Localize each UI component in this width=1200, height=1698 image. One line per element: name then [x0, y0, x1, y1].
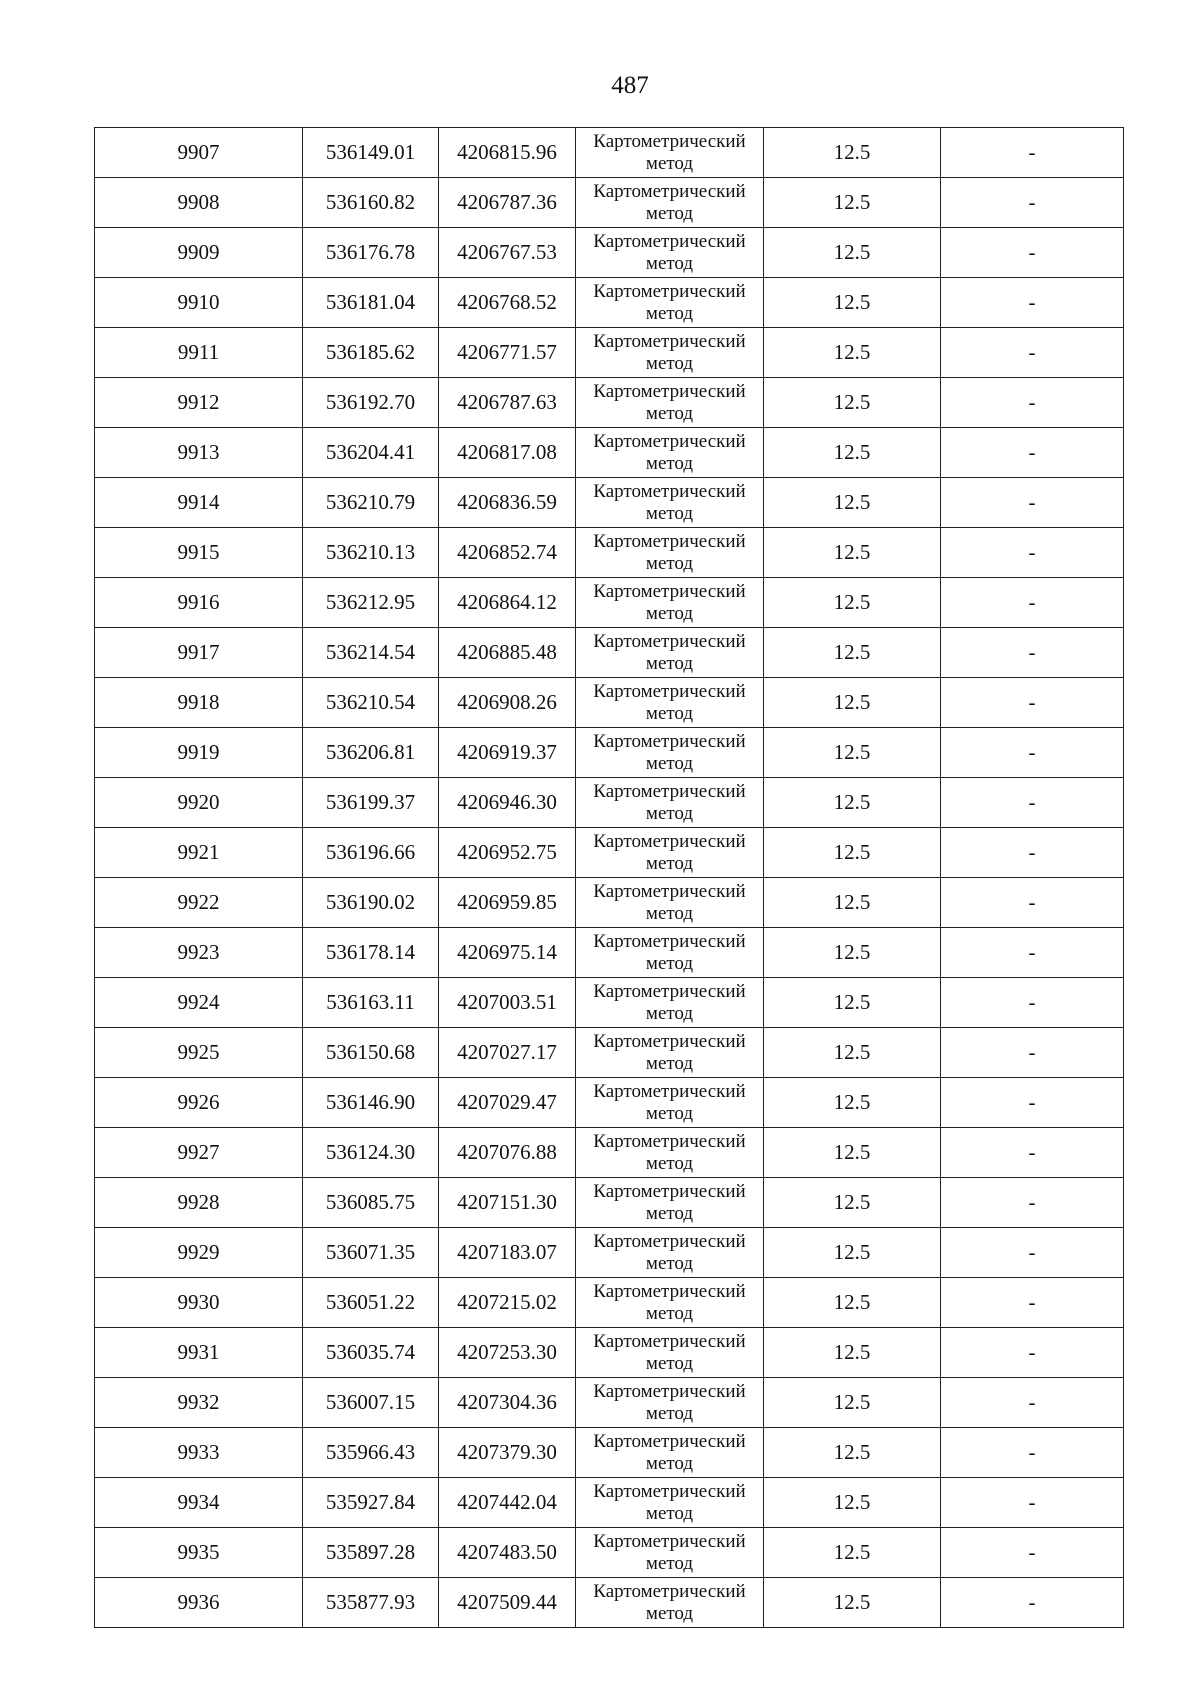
x-coordinate-cell: 536035.74 — [303, 1328, 439, 1378]
table-row — [95, 1478, 1124, 1528]
point-id-cell: 9919 — [95, 728, 303, 778]
accuracy-cell: 12.5 — [764, 328, 941, 378]
note-cell: - — [941, 978, 1124, 1028]
note-cell: - — [941, 328, 1124, 378]
y-coordinate-cell: 4206815.96 — [439, 128, 576, 178]
table-row — [95, 778, 1124, 828]
point-id-cell: 9923 — [95, 928, 303, 978]
y-coordinate-cell: 4206946.30 — [439, 778, 576, 828]
method-line1: Картометрический — [593, 930, 746, 952]
table-row — [95, 1578, 1124, 1628]
accuracy-cell: 12.5 — [764, 578, 941, 628]
method-line2: метод — [645, 302, 694, 324]
table-row — [95, 1528, 1124, 1578]
method-cell — [576, 1528, 764, 1578]
x-coordinate-cell: 536178.14 — [303, 928, 439, 978]
x-coordinate-cell: 536146.90 — [303, 1078, 439, 1128]
point-id-cell: 9924 — [95, 978, 303, 1028]
method-line2: метод — [645, 552, 694, 574]
x-coordinate-cell: 536176.78 — [303, 228, 439, 278]
method-cell — [576, 328, 764, 378]
accuracy-cell: 12.5 — [764, 878, 941, 928]
method-line1: Картометрический — [593, 1280, 746, 1302]
method-cell — [576, 928, 764, 978]
accuracy-cell: 12.5 — [764, 178, 941, 228]
x-coordinate-cell: 536214.54 — [303, 628, 439, 678]
y-coordinate-cell: 4207183.07 — [439, 1228, 576, 1278]
accuracy-cell: 12.5 — [764, 1378, 941, 1428]
accuracy-cell: 12.5 — [764, 1128, 941, 1178]
method-cell — [576, 1478, 764, 1528]
method-line1: Картометрический — [593, 580, 746, 602]
method-cell — [576, 478, 764, 528]
table-row — [95, 328, 1124, 378]
y-coordinate-cell: 4206864.12 — [439, 578, 576, 628]
note-cell: - — [941, 828, 1124, 878]
y-coordinate-cell: 4206836.59 — [439, 478, 576, 528]
x-coordinate-cell: 536210.13 — [303, 528, 439, 578]
method-cell — [576, 1428, 764, 1478]
y-coordinate-cell: 4206787.63 — [439, 378, 576, 428]
method-line2: метод — [645, 1502, 694, 1524]
note-cell: - — [941, 1378, 1124, 1428]
note-cell: - — [941, 628, 1124, 678]
method-line1: Картометрический — [593, 530, 746, 552]
method-line2: метод — [645, 1202, 694, 1224]
note-cell: - — [941, 1078, 1124, 1128]
method-line1: Картометрический — [593, 180, 746, 202]
table-body — [95, 128, 1124, 1628]
method-line2: метод — [645, 452, 694, 474]
point-id-cell: 9926 — [95, 1078, 303, 1128]
y-coordinate-cell: 4207076.88 — [439, 1128, 576, 1178]
table-row — [95, 1128, 1124, 1178]
method-line1: Картометрический — [593, 1030, 746, 1052]
table-row — [95, 928, 1124, 978]
note-cell: - — [941, 178, 1124, 228]
method-cell — [576, 678, 764, 728]
point-id-cell: 9912 — [95, 378, 303, 428]
y-coordinate-cell: 4207215.02 — [439, 1278, 576, 1328]
x-coordinate-cell: 536160.82 — [303, 178, 439, 228]
method-cell — [576, 228, 764, 278]
point-id-cell: 9928 — [95, 1178, 303, 1228]
x-coordinate-cell: 536206.81 — [303, 728, 439, 778]
method-line2: метод — [645, 502, 694, 524]
note-cell: - — [941, 1578, 1124, 1628]
note-cell: - — [941, 378, 1124, 428]
table-row — [95, 1278, 1124, 1328]
x-coordinate-cell: 536204.41 — [303, 428, 439, 478]
x-coordinate-cell: 536185.62 — [303, 328, 439, 378]
note-cell: - — [941, 678, 1124, 728]
accuracy-cell: 12.5 — [764, 1178, 941, 1228]
method-cell — [576, 278, 764, 328]
accuracy-cell: 12.5 — [764, 678, 941, 728]
point-id-cell: 9922 — [95, 878, 303, 928]
x-coordinate-cell: 536149.01 — [303, 128, 439, 178]
y-coordinate-cell: 4206952.75 — [439, 828, 576, 878]
method-line2: метод — [645, 1002, 694, 1024]
table-row — [95, 1328, 1124, 1378]
method-line2: метод — [645, 1052, 694, 1074]
page-number: 487 — [611, 72, 649, 99]
method-cell — [576, 528, 764, 578]
x-coordinate-cell: 536071.35 — [303, 1228, 439, 1278]
method-cell — [576, 128, 764, 178]
method-line1: Картометрический — [593, 130, 746, 152]
method-cell — [576, 1278, 764, 1328]
x-coordinate-cell: 536196.66 — [303, 828, 439, 878]
y-coordinate-cell: 4206852.74 — [439, 528, 576, 578]
x-coordinate-cell: 535897.28 — [303, 1528, 439, 1578]
method-line2: метод — [645, 802, 694, 824]
point-id-cell: 9925 — [95, 1028, 303, 1078]
accuracy-cell: 12.5 — [764, 228, 941, 278]
method-line1: Картометрический — [593, 230, 746, 252]
method-line1: Картометрический — [593, 380, 746, 402]
method-line2: метод — [645, 1252, 694, 1274]
method-cell — [576, 428, 764, 478]
table-row — [95, 828, 1124, 878]
note-cell: - — [941, 728, 1124, 778]
note-cell: - — [941, 578, 1124, 628]
method-line2: метод — [645, 852, 694, 874]
table-row — [95, 128, 1124, 178]
method-line2: метод — [645, 952, 694, 974]
accuracy-cell: 12.5 — [764, 1028, 941, 1078]
method-cell — [576, 1578, 764, 1628]
method-cell — [576, 1378, 764, 1428]
method-cell — [576, 1228, 764, 1278]
accuracy-cell: 12.5 — [764, 528, 941, 578]
note-cell: - — [941, 428, 1124, 478]
method-line1: Картометрический — [593, 330, 746, 352]
table-row — [95, 528, 1124, 578]
note-cell: - — [941, 1128, 1124, 1178]
table-row — [95, 728, 1124, 778]
method-line1: Картометрический — [593, 880, 746, 902]
y-coordinate-cell: 4206975.14 — [439, 928, 576, 978]
method-line1: Картометрический — [593, 1180, 746, 1202]
method-line2: метод — [645, 1552, 694, 1574]
y-coordinate-cell: 4206908.26 — [439, 678, 576, 728]
method-line2: метод — [645, 252, 694, 274]
method-line2: метод — [645, 1402, 694, 1424]
point-id-cell: 9930 — [95, 1278, 303, 1328]
note-cell: - — [941, 1228, 1124, 1278]
method-line1: Картометрический — [593, 1580, 746, 1602]
point-id-cell: 9913 — [95, 428, 303, 478]
method-line1: Картометрический — [593, 1380, 746, 1402]
y-coordinate-cell: 4207029.47 — [439, 1078, 576, 1128]
y-coordinate-cell: 4206771.57 — [439, 328, 576, 378]
method-line1: Картометрический — [593, 1430, 746, 1452]
x-coordinate-cell: 536150.68 — [303, 1028, 439, 1078]
method-cell — [576, 978, 764, 1028]
accuracy-cell: 12.5 — [764, 1278, 941, 1328]
note-cell: - — [941, 128, 1124, 178]
accuracy-cell: 12.5 — [764, 128, 941, 178]
point-id-cell: 9911 — [95, 328, 303, 378]
point-id-cell: 9933 — [95, 1428, 303, 1478]
method-cell — [576, 628, 764, 678]
method-cell — [576, 578, 764, 628]
y-coordinate-cell: 4207151.30 — [439, 1178, 576, 1228]
method-cell — [576, 1178, 764, 1228]
x-coordinate-cell: 536190.02 — [303, 878, 439, 928]
method-line1: Картометрический — [593, 1230, 746, 1252]
method-cell — [576, 828, 764, 878]
y-coordinate-cell: 4206767.53 — [439, 228, 576, 278]
point-id-cell: 9909 — [95, 228, 303, 278]
y-coordinate-cell: 4206959.85 — [439, 878, 576, 928]
method-line2: метод — [645, 752, 694, 774]
accuracy-cell: 12.5 — [764, 1328, 941, 1378]
method-cell — [576, 878, 764, 928]
point-id-cell: 9929 — [95, 1228, 303, 1278]
note-cell: - — [941, 928, 1124, 978]
method-line1: Картометрический — [593, 1330, 746, 1352]
accuracy-cell: 12.5 — [764, 428, 941, 478]
y-coordinate-cell: 4207003.51 — [439, 978, 576, 1028]
method-line2: метод — [645, 1602, 694, 1624]
x-coordinate-cell: 535966.43 — [303, 1428, 439, 1478]
accuracy-cell: 12.5 — [764, 928, 941, 978]
table-row — [95, 1428, 1124, 1478]
method-cell — [576, 178, 764, 228]
table-row — [95, 878, 1124, 928]
table-row — [95, 378, 1124, 428]
table-row — [95, 428, 1124, 478]
y-coordinate-cell: 4206817.08 — [439, 428, 576, 478]
method-line2: метод — [645, 352, 694, 374]
method-line2: метод — [645, 202, 694, 224]
point-id-cell: 9908 — [95, 178, 303, 228]
note-cell: - — [941, 1478, 1124, 1528]
point-id-cell: 9916 — [95, 578, 303, 628]
y-coordinate-cell: 4206768.52 — [439, 278, 576, 328]
note-cell: - — [941, 278, 1124, 328]
accuracy-cell: 12.5 — [764, 1528, 941, 1578]
y-coordinate-cell: 4207027.17 — [439, 1028, 576, 1078]
accuracy-cell: 12.5 — [764, 1478, 941, 1528]
table-row — [95, 1078, 1124, 1128]
method-cell — [576, 1078, 764, 1128]
x-coordinate-cell: 536051.22 — [303, 1278, 439, 1328]
method-line2: метод — [645, 1352, 694, 1374]
x-coordinate-cell: 535877.93 — [303, 1578, 439, 1628]
table-row — [95, 1378, 1124, 1428]
table-row — [95, 628, 1124, 678]
method-cell — [576, 378, 764, 428]
x-coordinate-cell: 536163.11 — [303, 978, 439, 1028]
method-line1: Картометрический — [593, 1480, 746, 1502]
method-line2: метод — [645, 1102, 694, 1124]
x-coordinate-cell: 536199.37 — [303, 778, 439, 828]
method-line1: Картометрический — [593, 780, 746, 802]
y-coordinate-cell: 4207509.44 — [439, 1578, 576, 1628]
table-row — [95, 978, 1124, 1028]
x-coordinate-cell: 536210.79 — [303, 478, 439, 528]
accuracy-cell: 12.5 — [764, 478, 941, 528]
method-line2: метод — [645, 902, 694, 924]
note-cell: - — [941, 1028, 1124, 1078]
y-coordinate-cell: 4206885.48 — [439, 628, 576, 678]
x-coordinate-cell: 536085.75 — [303, 1178, 439, 1228]
method-line1: Картометрический — [593, 830, 746, 852]
method-line2: метод — [645, 402, 694, 424]
y-coordinate-cell: 4206919.37 — [439, 728, 576, 778]
x-coordinate-cell: 536212.95 — [303, 578, 439, 628]
accuracy-cell: 12.5 — [764, 778, 941, 828]
note-cell: - — [941, 1178, 1124, 1228]
y-coordinate-cell: 4207442.04 — [439, 1478, 576, 1528]
note-cell: - — [941, 1328, 1124, 1378]
point-id-cell: 9932 — [95, 1378, 303, 1428]
accuracy-cell: 12.5 — [764, 628, 941, 678]
method-line1: Картометрический — [593, 730, 746, 752]
accuracy-cell: 12.5 — [764, 828, 941, 878]
table-row — [95, 478, 1124, 528]
method-line2: метод — [645, 702, 694, 724]
accuracy-cell: 12.5 — [764, 378, 941, 428]
note-cell: - — [941, 1428, 1124, 1478]
accuracy-cell: 12.5 — [764, 978, 941, 1028]
accuracy-cell: 12.5 — [764, 1228, 941, 1278]
point-id-cell: 9931 — [95, 1328, 303, 1378]
table-row — [95, 578, 1124, 628]
point-id-cell: 9915 — [95, 528, 303, 578]
table-row — [95, 678, 1124, 728]
method-line1: Картометрический — [593, 280, 746, 302]
table-row — [95, 1028, 1124, 1078]
accuracy-cell: 12.5 — [764, 1578, 941, 1628]
note-cell: - — [941, 1278, 1124, 1328]
point-id-cell: 9936 — [95, 1578, 303, 1628]
method-cell — [576, 778, 764, 828]
table-row — [95, 178, 1124, 228]
method-line2: метод — [645, 1452, 694, 1474]
method-line1: Картометрический — [593, 1530, 746, 1552]
y-coordinate-cell: 4207483.50 — [439, 1528, 576, 1578]
note-cell: - — [941, 228, 1124, 278]
table-row — [95, 1178, 1124, 1228]
point-id-cell: 9907 — [95, 128, 303, 178]
point-id-cell: 9918 — [95, 678, 303, 728]
accuracy-cell: 12.5 — [764, 728, 941, 778]
method-cell — [576, 1128, 764, 1178]
point-id-cell: 9927 — [95, 1128, 303, 1178]
method-line1: Картометрический — [593, 480, 746, 502]
y-coordinate-cell: 4206787.36 — [439, 178, 576, 228]
table-row — [95, 278, 1124, 328]
method-line1: Картометрический — [593, 1080, 746, 1102]
method-line2: метод — [645, 602, 694, 624]
point-id-cell: 9914 — [95, 478, 303, 528]
accuracy-cell: 12.5 — [764, 278, 941, 328]
note-cell: - — [941, 878, 1124, 928]
x-coordinate-cell: 536124.30 — [303, 1128, 439, 1178]
accuracy-cell: 12.5 — [764, 1078, 941, 1128]
method-cell — [576, 1328, 764, 1378]
x-coordinate-cell: 536007.15 — [303, 1378, 439, 1428]
method-line2: метод — [645, 1302, 694, 1324]
x-coordinate-cell: 536210.54 — [303, 678, 439, 728]
table-row — [95, 228, 1124, 278]
method-line1: Картометрический — [593, 1130, 746, 1152]
x-coordinate-cell: 536181.04 — [303, 278, 439, 328]
point-id-cell: 9921 — [95, 828, 303, 878]
note-cell: - — [941, 1528, 1124, 1578]
method-line2: метод — [645, 652, 694, 674]
method-line2: метод — [645, 1152, 694, 1174]
note-cell: - — [941, 778, 1124, 828]
point-id-cell: 9934 — [95, 1478, 303, 1528]
y-coordinate-cell: 4207253.30 — [439, 1328, 576, 1378]
method-line1: Картометрический — [593, 980, 746, 1002]
note-cell: - — [941, 528, 1124, 578]
point-id-cell: 9917 — [95, 628, 303, 678]
point-id-cell: 9920 — [95, 778, 303, 828]
method-line1: Картометрический — [593, 430, 746, 452]
point-id-cell: 9935 — [95, 1528, 303, 1578]
y-coordinate-cell: 4207304.36 — [439, 1378, 576, 1428]
method-line1: Картометрический — [593, 680, 746, 702]
x-coordinate-cell: 536192.70 — [303, 378, 439, 428]
point-id-cell: 9910 — [95, 278, 303, 328]
coordinates-table — [94, 127, 1124, 1628]
note-cell: - — [941, 478, 1124, 528]
accuracy-cell: 12.5 — [764, 1428, 941, 1478]
method-line1: Картометрический — [593, 630, 746, 652]
x-coordinate-cell: 535927.84 — [303, 1478, 439, 1528]
table-row — [95, 1228, 1124, 1278]
method-cell — [576, 1028, 764, 1078]
method-cell — [576, 728, 764, 778]
y-coordinate-cell: 4207379.30 — [439, 1428, 576, 1478]
method-line2: метод — [645, 152, 694, 174]
